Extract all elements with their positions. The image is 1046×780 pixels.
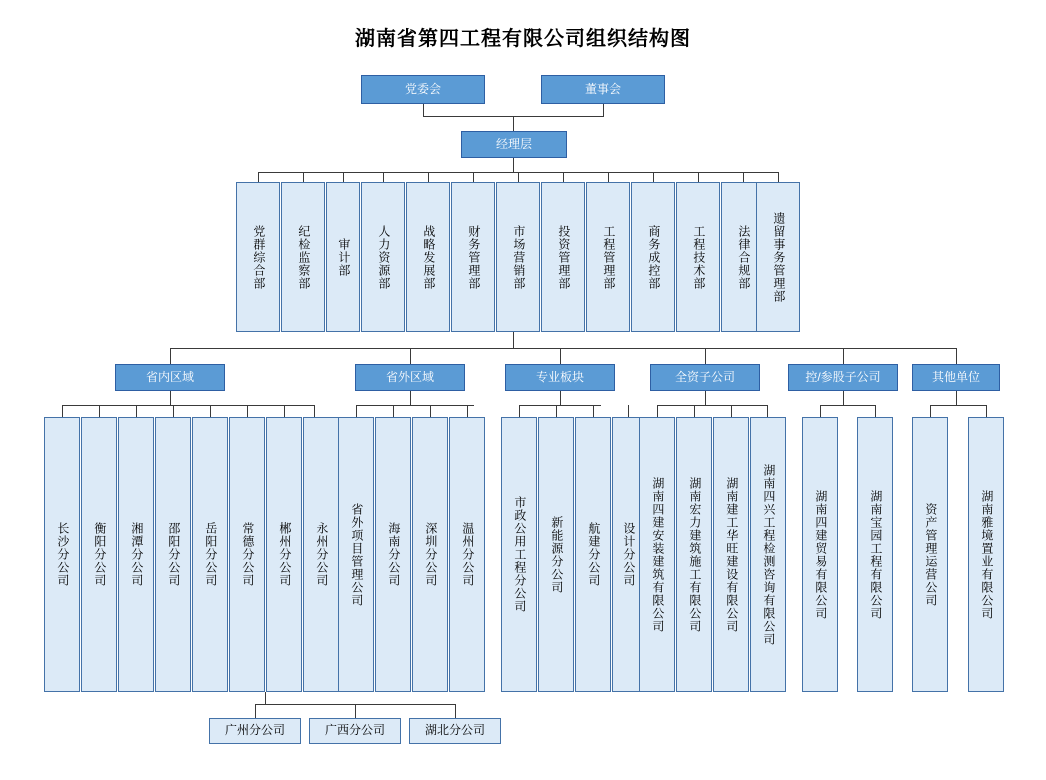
connector	[303, 172, 304, 182]
node-party-committee[interactable]: 党委会	[361, 75, 485, 104]
dept-box[interactable]: 商务成控部	[631, 182, 675, 332]
connector	[705, 348, 706, 364]
connector	[956, 391, 957, 405]
dept-box[interactable]: 党群综合部	[236, 182, 280, 332]
page-title: 湖南省第四工程有限公司组织结构图	[355, 28, 691, 50]
connector	[986, 405, 987, 417]
branch-box[interactable]: 深圳分公司	[412, 417, 448, 692]
connector	[843, 391, 844, 405]
group-header-professional[interactable]: 专业板块	[505, 364, 615, 391]
dept-box[interactable]: 市场营销部	[496, 182, 540, 332]
group-header-holding[interactable]: 控/参股子公司	[788, 364, 898, 391]
connector	[423, 104, 424, 116]
node-management[interactable]: 经理层	[461, 131, 567, 158]
group-header-others[interactable]: 其他单位	[912, 364, 1000, 391]
connector	[255, 704, 256, 718]
branch-box[interactable]: 海南分公司	[375, 417, 411, 692]
connector	[343, 172, 344, 182]
connector	[355, 704, 356, 718]
group-header-province-outer[interactable]: 省外区域	[355, 364, 465, 391]
dept-box[interactable]: 纪检监察部	[281, 182, 325, 332]
branch-box[interactable]: 岳阳分公司	[192, 417, 228, 692]
branch-box[interactable]: 湘潭分公司	[118, 417, 154, 692]
connector	[930, 405, 986, 406]
connector	[467, 405, 468, 417]
connector	[743, 172, 744, 182]
connector	[356, 405, 357, 417]
connector	[518, 172, 519, 182]
connector	[430, 405, 431, 417]
connector	[731, 405, 732, 417]
connector	[136, 405, 137, 417]
connector	[930, 405, 931, 417]
dept-box[interactable]: 财务管理部	[451, 182, 495, 332]
connector	[519, 405, 601, 406]
branch-box[interactable]: 永州分公司	[303, 417, 339, 692]
professional-box[interactable]: 设计分公司	[612, 417, 644, 692]
sub-branch-box[interactable]: 广西分公司	[309, 718, 401, 744]
connector	[314, 405, 315, 417]
dept-box[interactable]: 审计部	[326, 182, 360, 332]
group-header-wholly-owned[interactable]: 全资子公司	[650, 364, 760, 391]
connector	[560, 391, 561, 405]
connector	[603, 104, 604, 116]
holding-box[interactable]: 湖南宝园工程有限公司	[857, 417, 893, 692]
branch-box[interactable]: 邵阳分公司	[155, 417, 191, 692]
connector	[383, 172, 384, 182]
connector	[170, 348, 171, 364]
professional-box[interactable]: 航建分公司	[575, 417, 611, 692]
subsidiary-box[interactable]: 湖南四建安装建筑有限公司	[639, 417, 675, 692]
other-unit-box[interactable]: 资产管理运营公司	[912, 417, 948, 692]
professional-box[interactable]: 市政公用工程分公司	[501, 417, 537, 692]
connector	[455, 704, 456, 718]
branch-box[interactable]: 郴州分公司	[266, 417, 302, 692]
connector	[284, 405, 285, 417]
professional-box[interactable]: 新能源分公司	[538, 417, 574, 692]
connector	[170, 391, 171, 405]
dept-box[interactable]: 人力资源部	[361, 182, 405, 332]
subsidiary-box[interactable]: 湖南建工华旺建设有限公司	[713, 417, 749, 692]
connector	[843, 348, 844, 364]
sub-branch-box[interactable]: 湖北分公司	[409, 718, 501, 744]
subsidiary-box[interactable]: 湖南宏力建筑施工有限公司	[676, 417, 712, 692]
connector	[473, 172, 474, 182]
connector	[62, 405, 63, 417]
holding-box[interactable]: 湖南四建贸易有限公司	[802, 417, 838, 692]
connector	[513, 116, 514, 131]
connector	[593, 405, 594, 417]
dept-box[interactable]: 工程技术部	[676, 182, 720, 332]
subsidiary-box[interactable]: 湖南四兴工程检测咨询有限公司	[750, 417, 786, 692]
connector	[657, 405, 658, 417]
connector	[258, 172, 259, 182]
branch-box[interactable]: 常德分公司	[229, 417, 265, 692]
branch-box[interactable]: 衡阳分公司	[81, 417, 117, 692]
branch-box[interactable]: 温州分公司	[449, 417, 485, 692]
connector	[563, 172, 564, 182]
connector	[410, 348, 411, 364]
connector	[393, 405, 394, 417]
connector	[247, 405, 248, 417]
connector	[767, 405, 768, 417]
connector	[173, 405, 174, 417]
dept-box[interactable]: 工程管理部	[586, 182, 630, 332]
connector	[608, 172, 609, 182]
connector	[210, 405, 211, 417]
other-unit-box[interactable]: 湖南雅境置业有限公司	[968, 417, 1004, 692]
connector	[820, 405, 875, 406]
connector	[99, 405, 100, 417]
sub-branch-box[interactable]: 广州分公司	[209, 718, 301, 744]
dept-box[interactable]: 法律合规部	[721, 182, 765, 332]
connector	[265, 692, 266, 704]
connector	[657, 405, 767, 406]
branch-box[interactable]: 省外项目管理公司	[338, 417, 374, 692]
connector	[410, 391, 411, 405]
connector	[820, 405, 821, 417]
connector	[356, 405, 474, 406]
connector	[519, 405, 520, 417]
group-header-province-inner[interactable]: 省内区域	[115, 364, 225, 391]
dept-box[interactable]: 投资管理部	[541, 182, 585, 332]
connector	[653, 172, 654, 182]
connector	[513, 332, 514, 348]
connector	[778, 172, 779, 182]
dept-box[interactable]: 遗留事务管理部	[756, 182, 800, 332]
connector	[628, 405, 629, 417]
connector	[556, 405, 557, 417]
connector	[956, 348, 957, 364]
dept-box[interactable]: 战略发展部	[406, 182, 450, 332]
connector	[513, 158, 514, 172]
branch-box[interactable]: 长沙分公司	[44, 417, 80, 692]
connector	[875, 405, 876, 417]
connector	[428, 172, 429, 182]
connector	[170, 348, 956, 349]
connector	[560, 348, 561, 364]
node-board[interactable]: 董事会	[541, 75, 665, 104]
connector	[698, 172, 699, 182]
connector	[705, 391, 706, 405]
connector	[694, 405, 695, 417]
